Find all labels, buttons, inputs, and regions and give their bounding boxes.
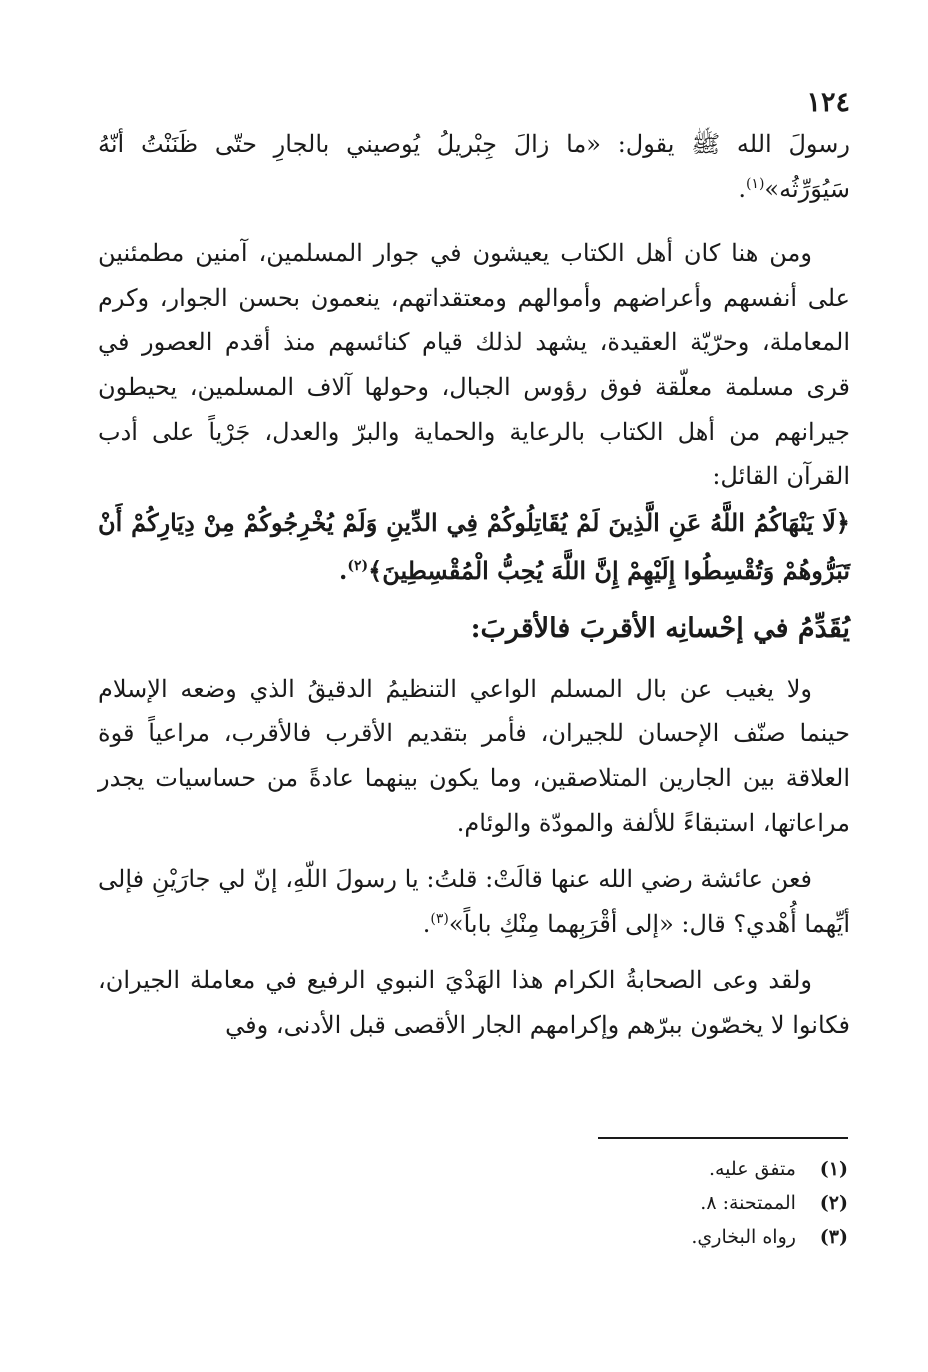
- aisha-hadith-text: فعن عائشة رضي الله عنها قالَتْ: قلتُ: يا رسولَ اللّهِ، إنّ لي جارَيْنِ فإلى أيِّهما أُهْدي؟ قال: «إلى أقْرَبِهما مِنْكِ باباً»: [98, 865, 850, 938]
- footnote-text: متفق عليه.: [708, 1158, 796, 1180]
- footnote-text: الممتحنة: ٨.: [700, 1192, 796, 1214]
- verse-text: ﴿لَا يَنْهَاكُمُ اللَّهُ عَنِ الَّذِينَ لَمْ يُقَاتِلُوكُمْ فِي الدِّينِ وَلَمْ يُخْرِجُوكُمْ مِنْ دِيَارِكُمْ أَنْ تَبَرُّوهُمْ وَتُقْسِطُوا إِلَيْهِمْ إِنَّ اللَّهَ يُحِبُّ الْمُقْسِطِينَ﴾: [98, 507, 850, 585]
- footnote-text: رواه البخاري.: [691, 1226, 796, 1248]
- footnote-3: [448, 1220, 848, 1254]
- page-number: ١٢٤: [806, 87, 850, 118]
- aisha-hadith-paragraph: فعن عائشة رضي الله عنها قالَتْ: قلتُ: يا رسولَ اللّهِ، إنّ لي جارَيْنِ فإلى أيِّهما أُهْدي؟ قال: «إلى أقْرَبِهما مِنْكِ باباً»$^{(٣)}$.: [98, 865, 850, 938]
- footnote-number: (٣): [819, 1226, 848, 1248]
- footnote-number: (١): [819, 1158, 848, 1180]
- footnotes: [448, 1152, 848, 1254]
- order-paragraph: ولا يغيب عن بال المسلم الواعي التنظيمُ الدقيقُ الذي وضعه الإسلام حينما صنّف الإحسان للجيران، فأمر بتقديم الأقرب فالأقرب، مراعياً قوة العلاقة بين الجارين المتلاصقين، وما يكون بينهما عادةً من حساسيات يجدر مراعاتها، استبقاءً للألفة والمودّة والوئام.: [98, 674, 850, 837]
- footnote-number: (٢): [819, 1192, 848, 1214]
- page-body: [98, 86, 850, 1048]
- footnote-ref-2: (٢): [347, 557, 369, 574]
- hadith-paragraph: رسولَ الله ﷺ يقول: «ما زالَ جِبْريلُ يُوصيني بالجارِ حتّى ظَنَنْتُ أنّهُ سَيُوَرِّثُه»$^{(١)}$.: [98, 130, 850, 203]
- people-of-book-paragraph: ومن هنا كان أهل الكتاب يعيشون في جوار المسلمين، آمنين مطمئنين على أنفسهم وأعراضهم وأموالهم ومعتقداتهم، ينعمون بحسن الجوار، وكرم المعاملة، وحرّيّة العقيدة، يشهد لذلك قيام كنائسهم منذ أقدم العصور في قرى مسلمة معلّقة فوق رؤوس الجبال، وحولها آلاف المسلمين، يحيطون جيرانهم من أهل الكتاب بالرعاية والحماية والبرّ والعدل، جَرْياً على أدب القرآن القائل:: [98, 239, 850, 491]
- hadith-text: رسولَ الله ﷺ يقول: «ما زالَ جِبْريلُ يُوصيني بالجارِ حتّى ظَنَنْتُ أنّهُ سَيُوَرِّثُه»: [98, 130, 850, 203]
- footnote-divider: [598, 1137, 848, 1139]
- footnote-2: [448, 1186, 848, 1220]
- companions-paragraph: ولقد وعى الصحابةُ الكرام هذا الهَدْيَ النبوي الرفيع في معاملة الجيران، فكانوا لا يخصّون ببرّهم وإكرامهم الجار الأقصى قبل الأدنى، وفي: [98, 966, 850, 1039]
- footnote-1: [448, 1152, 848, 1186]
- section-heading: يُقَدِّمُ في إحْسانِه الأقربَ فالأقربَ:: [470, 612, 850, 644]
- footnote-ref-1: (١): [745, 175, 765, 192]
- quran-verse: ﴿لَا يَنْهَاكُمُ اللَّهُ عَنِ الَّذِينَ لَمْ يُقَاتِلُوكُمْ فِي الدِّينِ وَلَمْ يُخْرِجُوكُمْ مِنْ دِيَارِكُمْ أَنْ تَبَرُّوهُمْ وَتُقْسِطُوا إِلَيْهِمْ إِنَّ اللَّهَ يُحِبُّ الْمُقْسِطِينَ﴾$^{(٢)}$.: [98, 507, 850, 585]
- footnote-ref-3: (٣): [430, 910, 449, 927]
